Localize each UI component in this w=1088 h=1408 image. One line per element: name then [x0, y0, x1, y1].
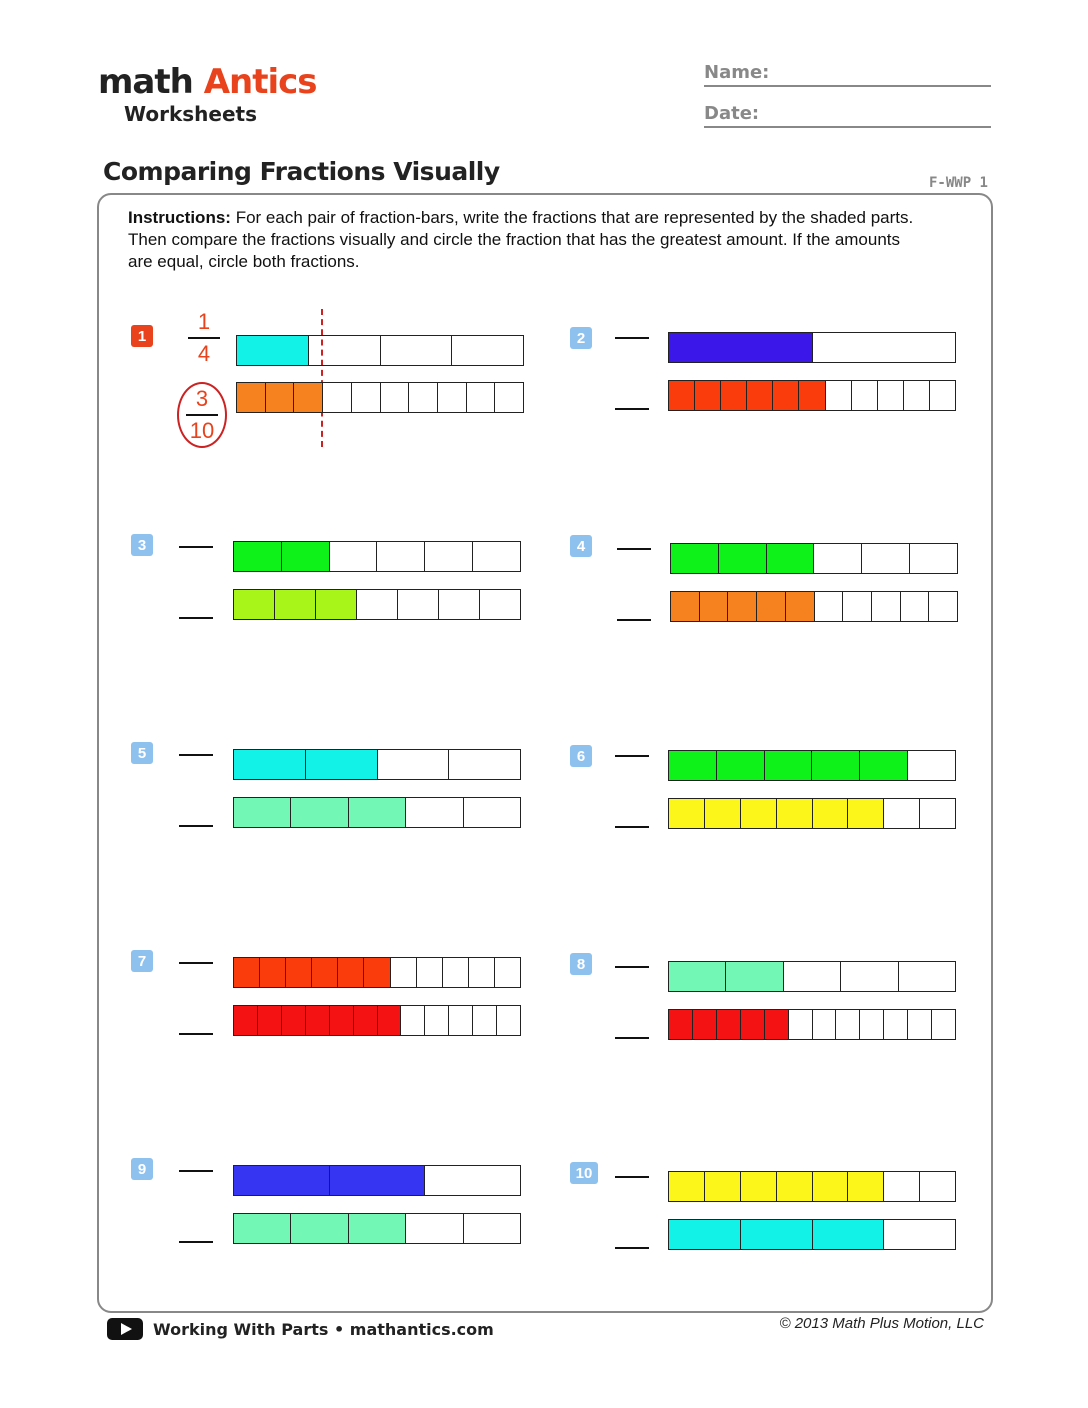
unshaded-part — [930, 381, 955, 410]
shaded-part — [669, 1220, 741, 1249]
footer-left — [107, 1318, 494, 1340]
unshaded-part — [862, 544, 910, 573]
unshaded-part — [852, 381, 878, 410]
unshaded-part — [464, 1214, 520, 1243]
unshaded-part — [920, 1172, 955, 1201]
logo-part-math: math — [98, 62, 193, 102]
unshaded-part — [899, 962, 955, 991]
shaded-part — [669, 799, 705, 828]
shaded-part — [813, 1220, 885, 1249]
answer-blank-2-top[interactable] — [615, 337, 649, 339]
shaded-part — [671, 544, 719, 573]
answer-blank-7-top[interactable] — [179, 962, 213, 964]
shaded-part — [765, 751, 813, 780]
example-top-denominator: 4 — [197, 341, 211, 366]
instructions — [128, 207, 918, 273]
shaded-part — [330, 1166, 426, 1195]
fraction-bar-9-bottom — [233, 1213, 521, 1244]
unshaded-part — [378, 750, 450, 779]
shaded-part — [286, 958, 312, 987]
fraction-bar-2-bottom — [668, 380, 956, 411]
shaded-part — [282, 1006, 306, 1035]
example-top-numerator: 1 — [197, 309, 211, 334]
shaded-part — [848, 799, 884, 828]
unshaded-part — [357, 590, 398, 619]
shaded-part — [812, 751, 860, 780]
shaded-part — [234, 750, 306, 779]
shaded-part — [765, 1010, 789, 1039]
unshaded-part — [425, 1166, 520, 1195]
fraction-bar-8-bottom — [668, 1009, 956, 1040]
unshaded-part — [473, 542, 520, 571]
fraction-bar-6-bottom — [668, 798, 956, 829]
answer-blank-9-top[interactable] — [179, 1170, 213, 1172]
shaded-part — [378, 1006, 402, 1035]
shaded-part — [741, 799, 777, 828]
date-label: Date: — [704, 103, 760, 124]
unshaded-part — [813, 1010, 837, 1039]
shaded-part — [705, 1172, 741, 1201]
shaded-part — [786, 592, 815, 621]
math-antics-logo — [98, 62, 317, 132]
answer-blank-3-top[interactable] — [179, 546, 213, 548]
unshaded-part — [464, 798, 520, 827]
shaded-part — [695, 381, 721, 410]
unshaded-part — [884, 1220, 955, 1249]
answer-blank-9-bottom[interactable] — [179, 1241, 213, 1243]
unshaded-part — [330, 542, 378, 571]
shaded-part — [777, 799, 813, 828]
unshaded-part — [495, 383, 523, 412]
answer-blank-4-bottom[interactable] — [617, 619, 651, 621]
unshaded-part — [406, 1214, 463, 1243]
example-bottom-denominator: 10 — [189, 418, 215, 443]
footer-left-text: Working With Parts • mathantics.com — [153, 1319, 494, 1339]
answer-blank-6-top[interactable] — [615, 755, 649, 757]
fraction-bar-5-bottom — [233, 797, 521, 828]
shaded-part — [773, 381, 799, 410]
fraction-bar-7-top — [233, 957, 521, 988]
answer-blank-5-top[interactable] — [179, 754, 213, 756]
fraction-bar-3-bottom — [233, 589, 521, 620]
name-label: Name: — [704, 62, 770, 83]
unshaded-part — [425, 1006, 449, 1035]
unshaded-part — [920, 799, 955, 828]
date-field[interactable] — [704, 103, 991, 128]
fraction-bar-1-bottom — [236, 382, 524, 413]
unshaded-part — [377, 542, 425, 571]
shaded-part — [757, 592, 786, 621]
unshaded-part — [401, 1006, 425, 1035]
answer-blank-8-top[interactable] — [615, 966, 649, 968]
unshaded-part — [409, 383, 438, 412]
shaded-part — [349, 798, 406, 827]
answer-blank-2-bottom[interactable] — [615, 408, 649, 410]
name-field[interactable] — [704, 62, 991, 87]
comparison-dashed-line — [321, 309, 323, 447]
example-bottom-numerator: 3 — [195, 386, 209, 411]
unshaded-part — [469, 958, 495, 987]
shaded-part — [777, 1172, 813, 1201]
unshaded-part — [439, 590, 480, 619]
shaded-part — [237, 336, 309, 365]
unshaded-part — [449, 1006, 473, 1035]
unshaded-part — [391, 958, 417, 987]
shaded-part — [237, 383, 266, 412]
fraction-bar-9-top — [233, 1165, 521, 1196]
shaded-part — [717, 751, 765, 780]
shaded-part — [291, 798, 348, 827]
unshaded-part — [910, 544, 957, 573]
shaded-part — [669, 333, 813, 362]
shaded-part — [705, 799, 741, 828]
unshaded-part — [443, 958, 469, 987]
shaded-part — [330, 1006, 354, 1035]
shaded-part — [291, 1214, 348, 1243]
shaded-part — [848, 1172, 884, 1201]
shaded-part — [717, 1010, 741, 1039]
shaded-part — [234, 1166, 330, 1195]
unshaded-part — [843, 592, 872, 621]
problem-number-2: 2 — [570, 327, 592, 349]
unshaded-part — [860, 1010, 884, 1039]
shaded-part — [693, 1010, 717, 1039]
unshaded-part — [901, 592, 930, 621]
logo-word — [98, 62, 317, 102]
unshaded-part — [473, 1006, 497, 1035]
unshaded-part — [826, 381, 852, 410]
shaded-part — [719, 544, 767, 573]
unshaded-part — [904, 381, 930, 410]
unshaded-part — [467, 383, 496, 412]
unshaded-part — [884, 1172, 920, 1201]
unshaded-part — [789, 1010, 813, 1039]
unshaded-part — [495, 958, 520, 987]
unshaded-part — [836, 1010, 860, 1039]
shaded-part — [354, 1006, 378, 1035]
problem-number-6: 6 — [570, 745, 592, 767]
worksheet-code: F-WWP 1 — [928, 175, 988, 191]
footer-copyright: © 2013 Math Plus Motion, LLC — [779, 1315, 984, 1332]
unshaded-part — [352, 383, 381, 412]
shaded-part — [258, 1006, 282, 1035]
instructions-lead: Instructions: — [128, 208, 231, 227]
shaded-part — [671, 592, 700, 621]
fraction-line — [188, 337, 220, 339]
unshaded-part — [417, 958, 443, 987]
unshaded-part — [406, 798, 463, 827]
shaded-part — [813, 799, 849, 828]
shaded-part — [669, 962, 726, 991]
unshaded-part — [398, 590, 439, 619]
problem-number-4: 4 — [570, 535, 592, 557]
unshaded-part — [814, 544, 862, 573]
shaded-part — [860, 751, 908, 780]
answer-blank-4-top[interactable] — [617, 548, 651, 550]
fraction-bar-6-top — [668, 750, 956, 781]
shaded-part — [364, 958, 390, 987]
shaded-part — [266, 383, 295, 412]
shaded-part — [349, 1214, 406, 1243]
shaded-part — [700, 592, 729, 621]
shaded-part — [260, 958, 286, 987]
problem-number-5: 5 — [131, 742, 153, 764]
shaded-part — [669, 381, 695, 410]
unshaded-part — [438, 383, 467, 412]
unshaded-part — [309, 336, 381, 365]
answer-blank-8-bottom[interactable] — [615, 1037, 649, 1039]
answer-blank-3-bottom[interactable] — [179, 617, 213, 619]
shaded-part — [767, 544, 815, 573]
shaded-part — [338, 958, 364, 987]
unshaded-part — [841, 962, 898, 991]
logo-worksheets: Worksheets — [124, 102, 257, 126]
shaded-part — [669, 1010, 693, 1039]
fraction-bar-1-top — [236, 335, 524, 366]
fraction-bar-4-top — [670, 543, 958, 574]
fraction-bar-2-top — [668, 332, 956, 363]
unshaded-part — [878, 381, 904, 410]
shaded-part — [721, 381, 747, 410]
unshaded-part — [872, 592, 901, 621]
unshaded-part — [497, 1006, 520, 1035]
unshaded-part — [452, 336, 523, 365]
shaded-part — [312, 958, 338, 987]
problem-number-8: 8 — [570, 953, 592, 975]
problem-number-10: 10 — [570, 1162, 598, 1184]
example-fraction-top — [184, 309, 224, 367]
unshaded-part — [929, 592, 957, 621]
unshaded-part — [425, 542, 473, 571]
fraction-bar-10-top — [668, 1171, 956, 1202]
shaded-part — [234, 798, 291, 827]
shaded-part — [669, 751, 717, 780]
unshaded-part — [908, 1010, 932, 1039]
fraction-bar-7-bottom — [233, 1005, 521, 1036]
unshaded-part — [381, 383, 410, 412]
unshaded-part — [784, 962, 841, 991]
unshaded-part — [323, 383, 352, 412]
problem-number-9: 9 — [131, 1158, 153, 1180]
unshaded-part — [480, 590, 520, 619]
shaded-part — [234, 590, 275, 619]
shaded-part — [306, 750, 378, 779]
unshaded-part — [884, 1010, 908, 1039]
shaded-part — [282, 542, 330, 571]
unshaded-part — [932, 1010, 955, 1039]
shaded-part — [741, 1010, 765, 1039]
problem-number-3: 3 — [131, 534, 153, 556]
shaded-part — [316, 590, 357, 619]
problem-number-7: 7 — [131, 950, 153, 972]
unshaded-part — [449, 750, 520, 779]
shaded-part — [294, 383, 323, 412]
fraction-bar-3-top — [233, 541, 521, 572]
shaded-part — [813, 1172, 849, 1201]
shaded-part — [728, 592, 757, 621]
unshaded-part — [381, 336, 453, 365]
shaded-part — [275, 590, 316, 619]
answer-blank-10-bottom[interactable] — [615, 1247, 649, 1249]
logo-part-antics: Antics — [203, 62, 317, 102]
shaded-part — [306, 1006, 330, 1035]
fraction-bar-5-top — [233, 749, 521, 780]
shaded-part — [234, 542, 282, 571]
fraction-bar-10-bottom — [668, 1219, 956, 1250]
answer-blank-10-top[interactable] — [615, 1176, 649, 1178]
unshaded-part — [908, 751, 955, 780]
fraction-bar-8-top — [668, 961, 956, 992]
shaded-part — [726, 962, 783, 991]
shaded-part — [234, 1214, 291, 1243]
unshaded-part — [815, 592, 844, 621]
shaded-part — [234, 1006, 258, 1035]
play-icon — [107, 1318, 143, 1340]
shaded-part — [741, 1172, 777, 1201]
shaded-part — [669, 1172, 705, 1201]
unshaded-part — [813, 333, 956, 362]
shaded-part — [747, 381, 773, 410]
answer-blank-6-bottom[interactable] — [615, 826, 649, 828]
instructions-text: For each pair of fraction-bars, write the fractions that are represented by the shaded parts. Then compare the fractions visually and circle the fraction that has the greatest amount. If the amounts are equal, circle both fractions. — [128, 208, 914, 271]
unshaded-part — [884, 799, 920, 828]
fraction-bar-4-bottom — [670, 591, 958, 622]
answer-blank-7-bottom[interactable] — [179, 1033, 213, 1035]
shaded-part — [234, 958, 260, 987]
answer-blank-5-bottom[interactable] — [179, 825, 213, 827]
page-title: Comparing Fractions Visually — [103, 157, 500, 186]
answer-circle — [177, 382, 227, 448]
shaded-part — [741, 1220, 813, 1249]
shaded-part — [799, 381, 825, 410]
problem-number-1: 1 — [131, 325, 153, 347]
